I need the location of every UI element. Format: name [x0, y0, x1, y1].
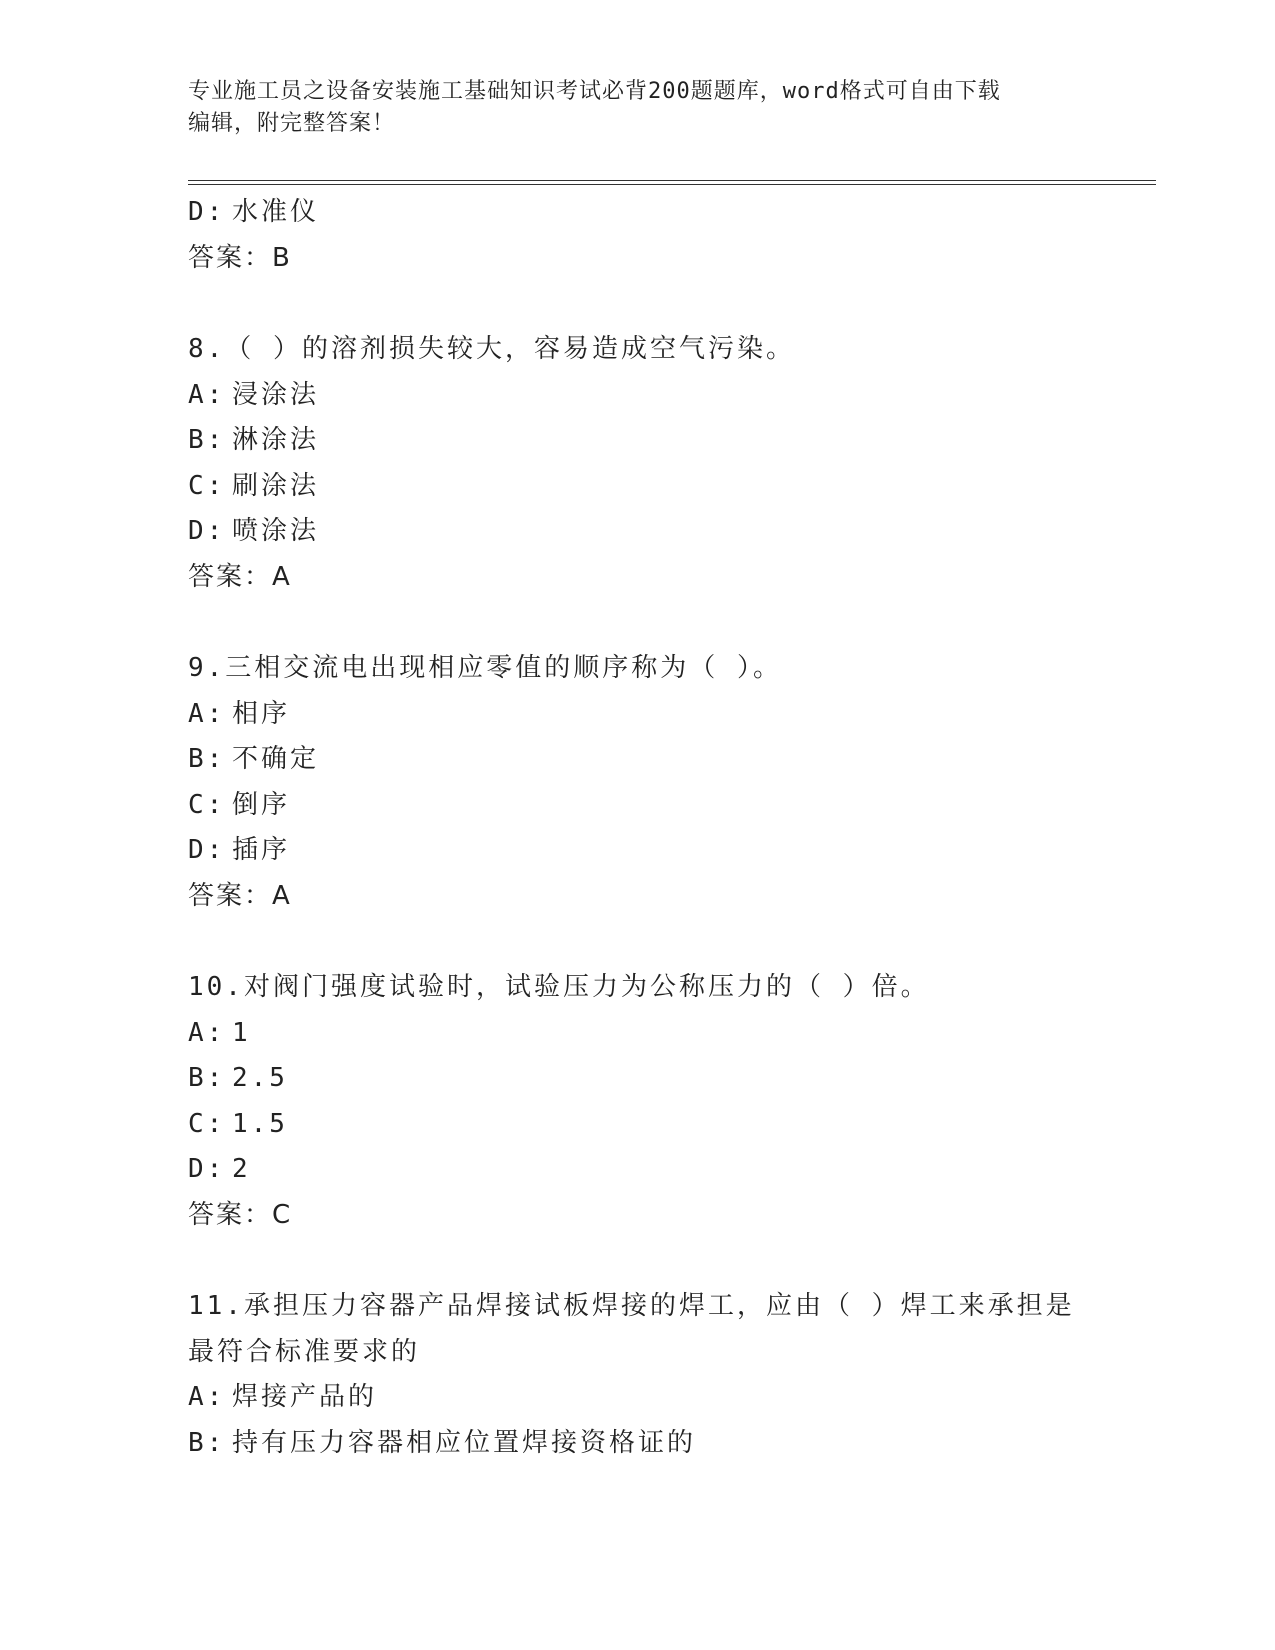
option-key: B: — [188, 744, 226, 774]
option-b — [188, 1421, 1088, 1467]
answer-line: 答案：C — [188, 1199, 293, 1230]
option-key: C: — [188, 470, 226, 501]
option-key: B: — [188, 425, 226, 455]
option-text: 喷涂法 — [232, 516, 320, 546]
option-key: D: — [188, 835, 226, 865]
option-text: 水准仪 — [232, 197, 320, 227]
header-line-2: 编辑，附完整答案！ — [188, 111, 396, 136]
option-text: 淋涂法 — [232, 425, 320, 455]
question-stem: 9.三相交流电出现相应零值的顺序称为（ ）。 — [188, 653, 782, 683]
header-divider-top — [188, 180, 1156, 181]
option-key: D: — [188, 197, 226, 227]
option-key: C: — [188, 1108, 226, 1139]
option-b — [188, 418, 1088, 464]
option-key: A: — [188, 1382, 226, 1412]
option-d — [188, 509, 1088, 555]
option-c — [188, 1102, 1088, 1148]
option-c — [188, 464, 1088, 510]
spacer — [188, 1238, 1088, 1284]
option-key: B: — [188, 1063, 226, 1093]
option-d — [188, 828, 1088, 874]
question-list — [188, 190, 1088, 1466]
spacer — [188, 919, 1088, 965]
document-header — [188, 76, 1088, 140]
option-text: 2.5 — [232, 1063, 288, 1093]
option-a — [188, 692, 1088, 738]
option-text: 1 — [232, 1017, 251, 1048]
option-key: D: — [188, 1154, 226, 1184]
question-stem: 8.（ ）的溶剂损失较大，容易造成空气污染。 — [188, 334, 795, 364]
header-line-1: 专业施工员之设备安装施工基础知识考试必背200题题库，word格式可自由下载 — [188, 79, 1001, 104]
option-key: D: — [188, 516, 226, 546]
option-text: 倒序 — [232, 789, 291, 820]
option-b — [188, 737, 1088, 783]
question-stem-line-1: 11.承担压力容器产品焊接试板焊接的焊工，应由（ ）焊工来承担是 — [188, 1291, 1075, 1321]
option-text: 1.5 — [232, 1108, 288, 1139]
option-c — [188, 783, 1088, 829]
option-b — [188, 1056, 1088, 1102]
option-text: 插序 — [232, 835, 291, 865]
option-d — [188, 190, 1088, 236]
answer-line: 答案：A — [188, 561, 292, 592]
option-key: A: — [188, 698, 226, 729]
option-text: 刷涂法 — [232, 470, 320, 501]
option-text: 浸涂法 — [232, 379, 320, 410]
question-stem-line-2: 最符合标准要求的 — [188, 1336, 421, 1367]
answer-line: 答案：A — [188, 880, 292, 911]
header-divider-bottom — [188, 184, 1156, 185]
option-a — [188, 373, 1088, 419]
option-key: A: — [188, 379, 226, 410]
option-key: A: — [188, 1017, 226, 1048]
option-text: 不确定 — [232, 744, 320, 774]
answer-line: 答案：B — [188, 242, 292, 273]
spacer — [188, 600, 1088, 646]
option-d — [188, 1147, 1088, 1193]
option-key: C: — [188, 789, 226, 820]
option-text: 相序 — [232, 698, 291, 729]
option-text: 2 — [232, 1154, 251, 1184]
question-stem: 10.对阀门强度试验时，试验压力为公称压力的（ ）倍。 — [188, 972, 930, 1002]
option-a — [188, 1375, 1088, 1421]
option-text: 焊接产品的 — [232, 1382, 378, 1412]
option-a — [188, 1011, 1088, 1057]
option-text: 持有压力容器相应位置焊接资格证的 — [232, 1427, 697, 1458]
option-key: B: — [188, 1427, 226, 1458]
spacer — [188, 281, 1088, 327]
